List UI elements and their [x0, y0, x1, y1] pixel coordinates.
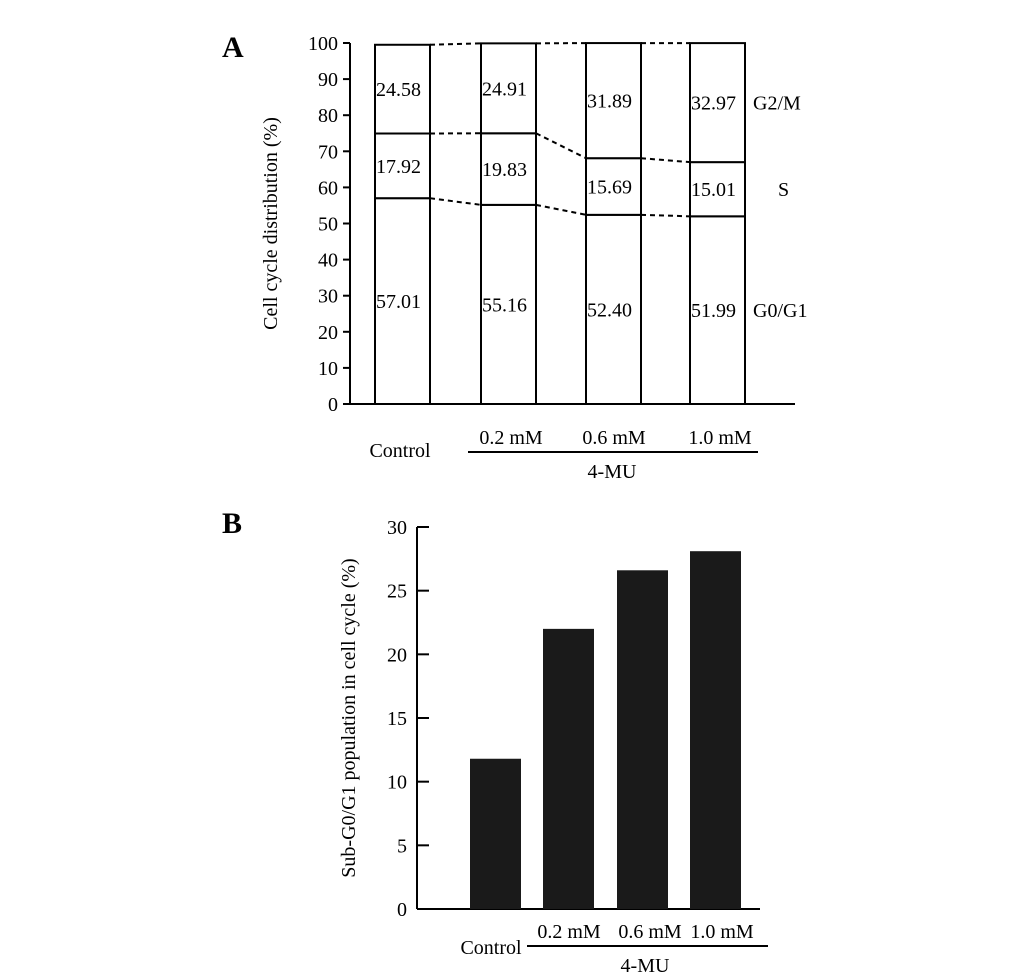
panel-b-letter: B — [222, 507, 243, 540]
dashed-connector — [641, 158, 690, 162]
y-tick-label-b: 5 — [397, 835, 407, 858]
segment-value-label: 31.89 — [587, 90, 632, 113]
y-tick-label-a: 10 — [318, 357, 338, 380]
y-tick-label-b: 30 — [387, 517, 407, 539]
segment-value-label: 17.92 — [376, 155, 421, 178]
panel-a-letter: A — [222, 31, 244, 64]
bar-b — [543, 629, 594, 909]
y-tick-label-a: 40 — [318, 249, 338, 272]
y-tick-label-a: 100 — [308, 33, 338, 55]
y-tick-label-b: 15 — [387, 708, 407, 730]
y-tick-label-a: 70 — [318, 141, 338, 164]
segment-value-label: 24.58 — [376, 79, 421, 102]
category-label-a: 0.2 mM — [479, 427, 543, 449]
category-label-b: 1.0 mM — [690, 921, 754, 943]
bar-b — [617, 570, 668, 909]
y-tick-label-a: 80 — [318, 105, 338, 128]
category-label-b: 0.2 mM — [537, 921, 601, 943]
y-tick-label-a: 50 — [318, 213, 338, 236]
dashed-connector — [536, 133, 586, 158]
segment-value-label: 15.01 — [691, 179, 736, 202]
dashed-connector — [641, 215, 690, 216]
category-label-b: 0.6 mM — [618, 921, 682, 943]
segment-value-label: 19.83 — [482, 159, 527, 182]
y-tick-label-b: 20 — [387, 644, 407, 667]
bar-b — [470, 759, 521, 909]
segment-value-label: 51.99 — [691, 300, 736, 323]
category-label-a: 0.6 mM — [582, 427, 646, 449]
y-axis-title-a: Cell cycle distribution (%) — [260, 117, 282, 330]
segment-value-label: 15.69 — [587, 176, 632, 199]
phase-label: S — [778, 179, 790, 202]
phase-label: G0/G1 — [753, 300, 808, 323]
y-tick-label-a: 60 — [318, 177, 338, 200]
phase-label: G2/M — [753, 92, 801, 115]
y-tick-label-a: 90 — [318, 69, 338, 92]
y-tick-label-b: 25 — [387, 580, 407, 603]
y-tick-label-a: 20 — [318, 321, 338, 344]
dashed-connector — [430, 198, 481, 205]
bar-b — [690, 551, 741, 909]
chart-b-bar — [338, 517, 768, 977]
segment-value-label: 52.40 — [587, 299, 632, 322]
dashed-connector — [536, 205, 586, 215]
group-label-b: 4-MU — [620, 955, 670, 977]
y-tick-label-a: 0 — [328, 394, 338, 416]
segment-value-label: 24.91 — [482, 78, 527, 101]
category-label-a: Control — [369, 440, 431, 462]
segment-value-label: 55.16 — [482, 294, 527, 317]
y-tick-label-b: 10 — [387, 771, 407, 794]
category-label-a: 1.0 mM — [688, 427, 752, 449]
segment-value-label: 32.97 — [691, 92, 736, 115]
dashed-connector — [430, 43, 481, 44]
chart-a-stacked-bar — [260, 33, 807, 483]
y-tick-label-b: 0 — [397, 899, 407, 921]
y-tick-label-a: 30 — [318, 285, 338, 308]
y-axis-title-b: Sub-G0/G1 population in cell cycle (%) — [338, 558, 360, 878]
category-label-b: Control — [460, 937, 522, 959]
group-label-a: 4-MU — [587, 461, 637, 483]
segment-value-label: 57.01 — [376, 291, 421, 314]
